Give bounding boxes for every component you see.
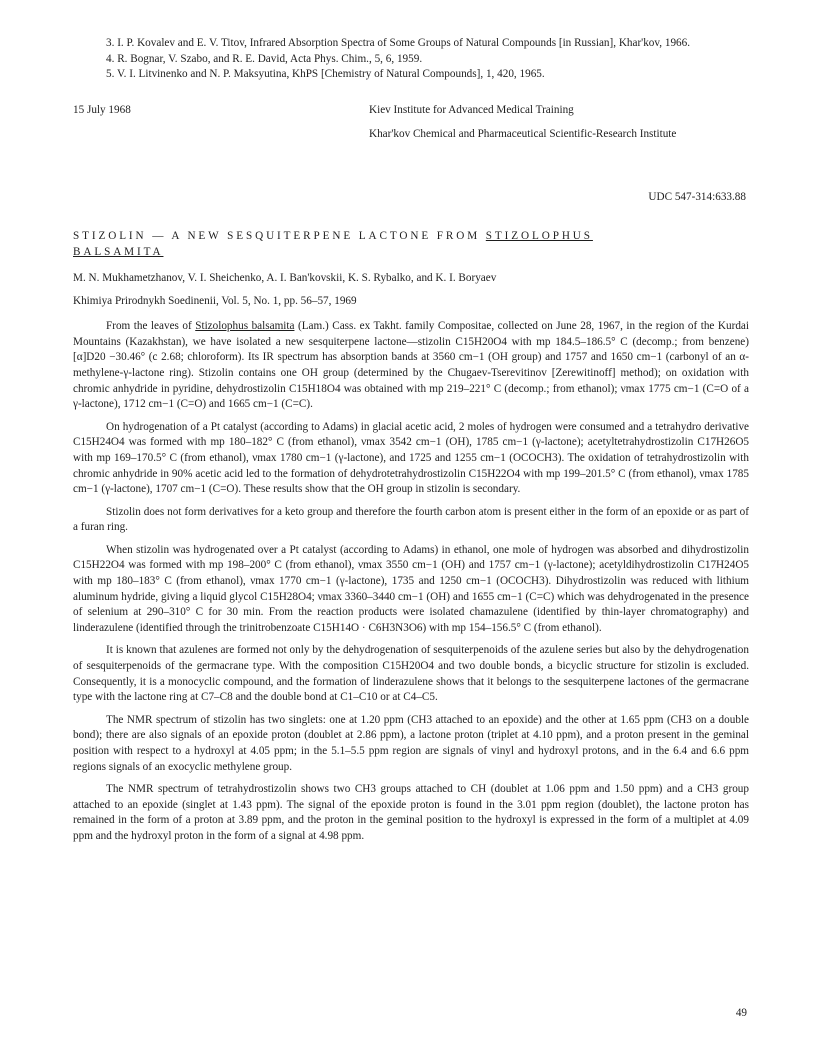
dateline — [73, 103, 749, 152]
paragraph-1 — [73, 319, 749, 413]
journal-citation: Khimiya Prirodnykh Soedinenii, Vol. 5, No. 1, pp. 56–57, 1969 — [73, 294, 357, 307]
affiliation-kiev: Kiev Institute for Advanced Medical Training — [369, 103, 574, 116]
submission-date: 15 July 1968 — [73, 103, 131, 116]
paragraph-2: On hydrogenation of a Pt catalyst (according to Adams) in glacial acetic acid, 2 moles of hydrogen were consumed and a tetrahydro derivative C15H24O4 was formed with mp 180–182° C (from ethanol), νmax 3542 cm−1 (OH), 1785 cm−1 (γ-lactone); acetyltetrahydrostizolin C17H26O5 with mp 169–170.5° C (from ethanol), νmax 1780 cm−1 (γ-lactone), and 1725 and 1255 cm−1 (OCOCH3). The oxidation of tetrahydrostizolin with chromic anhydride in 90% acetic acid led to the formation of dehydrotetrahydrostizolin C15H22O4 with mp 199–201.5° C (from ethanol), νmax 1785 cm−1 (γ-lactone), 1707 cm−1 (C=O). These results show that the OH group in stizolin is secondary. — [73, 420, 749, 496]
paragraph-7: The NMR spectrum of tetrahydrostizolin shows two CH3 groups attached to CH (doublet at 1.06 ppm and 1.50 ppm) and a CH3 group attached to an epoxide (singlet at 1.43 ppm). The signal of the epoxide proton is found in the 3.01 ppm region (doublet), the lactone proton has remained in the form of a proton at 3.89 ppm, and the proton in the geminal position to the hydroxyl is expressed in the form of a multiplet at 4.09 ppm and the hydroxyl proton in the form of a signal at 4.98 ppm. — [73, 783, 749, 842]
paragraph-4: When stizolin was hydrogenated over a Pt catalyst (according to Adams) in ethanol, one mole of hydrogen was absorbed and dihydrostizolin C15H22O4 was formed with mp 198–200° C (from ethanol), νmax 3550 cm−1 (OH) and 1757 cm−1 (γ-lactone); acetyldihydrostizolin C17H24O5 with mp 180–183° C (from ethanol), νmax 1770 cm−1 (γ-lactone), 1735 and 1250 cm−1 (OCOCH3). Dihydrostizolin was reduced with lithium aluminum hydride, giving a liquid glycol C15H28O4; νmax 3360–3440 cm−1 (OH) and 1655 cm−1 (C=C) which was dehydrogenated in the presence of selenium at 290–310° C for 30 min. From the reaction products were isolated chamazulene (identified by thin-layer chromatography) and linderazulene (identified through the trinitrobenzoate C15H14O · C6H3N3O6) with mp 154–156.5° C (from ethanol). — [73, 543, 749, 634]
p1-intro: From the leaves of — [106, 320, 196, 333]
article-title — [73, 228, 749, 260]
udc-code: UDC 547-314:633.88 — [648, 190, 746, 203]
paragraph-3: Stizolin does not form derivatives for a keto group and therefore the fourth carbon atom is present either in the form of an epoxide or as part of a furan ring. — [73, 505, 749, 534]
affiliation-kharkov: Khar'kov Chemical and Pharmaceutical Scientific-Research Institute — [369, 128, 677, 141]
paragraph-5: It is known that azulenes are formed not only by the dehydrogenation of sesquiterpenoids of the azulene series but also by the dehydrogenation of sesquiterpenoids of the germacrane type. With the composition C15H20O4 and two double bonds, a bicyclic structure for stizolin is excluded. Consequently, it is a monocyclic compound, and the formation of linderazulene shows that it belongs to the sesquiterpene lactones of the germacrane type with the lactone ring at C7–C8 and the double bond at C1–C10 or at C4–C5. — [73, 644, 749, 704]
author-list: M. N. Mukhametzhanov, V. I. Sheichenko, A. I. Ban'kovskii, K. S. Rybalko, and K. I. Boryaev — [73, 271, 497, 284]
title-genus: STIZOLOPHUS — [485, 229, 593, 242]
page — [73, 28, 749, 845]
reference-3: 3. I. P. Kovalev and E. V. Titov, Infrared Absorption Spectra of Some Groups of Natural Compounds [in Russian], Khar'kov, 1966. — [106, 37, 691, 49]
reference-list — [73, 36, 749, 83]
p1-body: (Lam.) Cass. ex Takht. family Compositae, collected on June 28, 1967, in the region of the Kurdai Mountains (Kazakhstan), we have isolated a new sesquiterpene lactone—stizolin C15H20O4 with mp 184.5–186.5° C (decomp.; from benzene) [α]D20 −30.46° (c 2.68; chloroform). Its IR spectrum has absorption bands at 3560 cm−1 (OH group) and 1757 and 1650 cm−1 (carbonyl of an α-methylene-γ-lactone ring). Stizolin contains one OH group (determined by the Chugaev-Tserevitinov [Zerewitinoff] method); on oxidation with chromic anhydride in pyridine, dehydrostizolin C15H18O4 was obtained with mp 219–221° C (decomp.; from ethanol); νmax 1775 cm−1 (C=O of a γ-lactone), 1712 cm−1 (C=O) and 1665 cm−1 (C=C). — [73, 320, 749, 411]
title-species: BALSAMITA — [73, 245, 164, 258]
reference-4: 4. R. Bognar, V. Szabo, and R. E. David, Acta Phys. Chim., 5, 6, 1959. — [106, 52, 423, 65]
reference-5: 5. V. I. Litvinenko and N. P. Maksyutina, KhPS [Chemistry of Natural Compounds], 1, 420, 1965. — [106, 68, 545, 81]
paragraph-6: The NMR spectrum of stizolin has two singlets: one at 1.20 ppm (CH3 attached to an epoxide) and the other at 1.65 ppm (CH3 on a double bond); there are also signals of an epoxide proton (doublet at 2.86 ppm), a lactone proton (triplet at 4.10 ppm), and a proton present in the geminal position with respect to a hydroxyl at 4.05 ppm; in the 5.1–5.5 ppm region are signals of vinyl and hydroxyl protons, and in the 6.4 and 6.6 ppm regions signals of an exocyclic methylene group. — [73, 713, 749, 773]
title-prefix: STIZOLIN — A NEW SESQUITERPENE LACTONE FROM — [73, 229, 481, 242]
affiliations — [369, 103, 749, 152]
page-number: 49 — [735, 1007, 747, 1019]
p1-species: Stizolophus balsamita — [195, 320, 295, 333]
